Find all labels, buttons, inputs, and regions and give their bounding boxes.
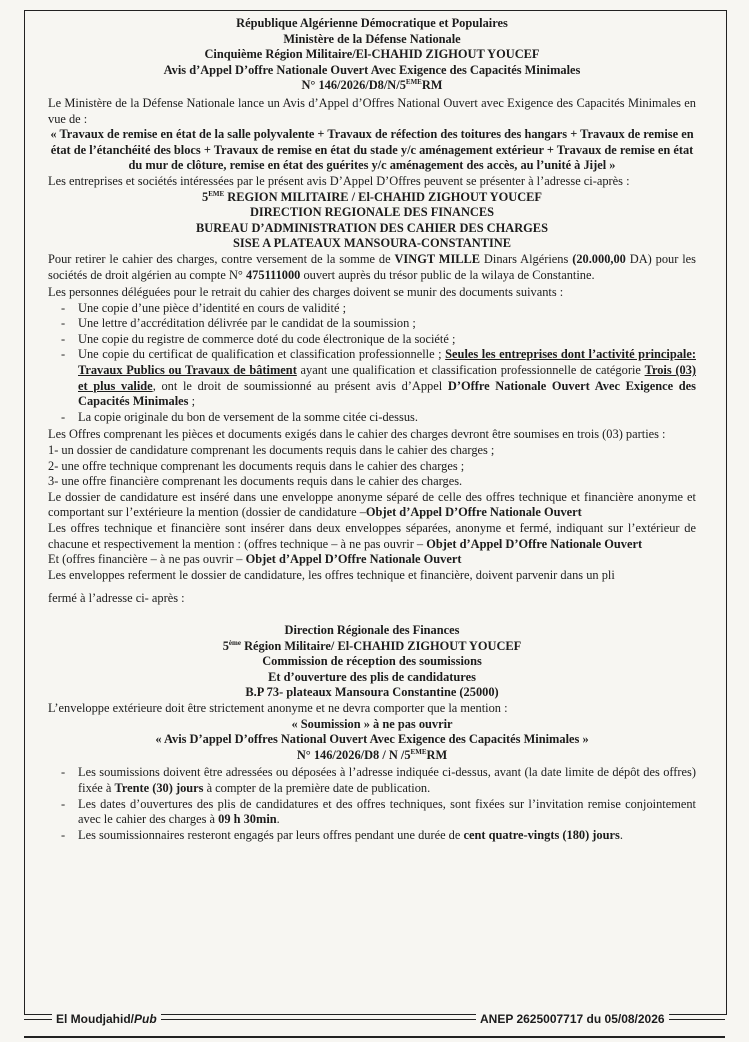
mention-soumission: « Soumission » à ne pas ouvrir: [291, 716, 453, 731]
list-item: - Une copie du registre de commerce doté du code électronique de la société ;: [48, 332, 696, 348]
footer-publication: El Moudjahid/Pub: [52, 1012, 161, 1026]
address-region: 5EME REGION MILITAIRE / El-CHAHID ZIGHOUT YOUCEF: [202, 189, 542, 204]
offres-paragraph: Les offres technique et financière sont insérer dans deux enveloppes séparées, anonyme et fermé, indiquant sur l’extérieur de chacune et respectivement la mention : (offres technique – à ne pas ouvrir – Objet d’Appel D’Offre Nationale Ouvert: [48, 521, 696, 551]
payment-paragraph: Pour retirer le cahier des charges, contre versement de la somme de VINGT MILLE Dinars Algériens (20.000,00 DA) pour les sociétés de droit algérien au compte N° 475111000 ouvert auprès du trésor public de la wilaya de Constantine.: [48, 251, 696, 282]
offer-part-1: 1- un dossier de candidature comprenant les documents requis dans le cahier des charges ;: [48, 443, 495, 458]
reception-opening: Et d’ouverture des plis de candidatures: [268, 669, 476, 684]
reception-region: 5ème Région Militaire/ El-CHAHID ZIGHOUT YOUCEF: [222, 638, 522, 653]
list-item: - Une copie du certificat de qualification et classification professionnelle ; Seules les entreprises dont l’activité principale: Travaux Publics ou Travaux de bâtiment ayant une qualification et classification professionnelle de catégorie Trois (03) et plus valide, ont le droit de soumissionné au présent avis d’Appel D’Offre Nationale Ouvert Avec Exigence des Capacités Minimales ;: [48, 347, 696, 409]
notice-content: [48, 16, 696, 843]
intro-text: Le Ministère de la Défense Nationale lance un Avis d’Appel d’Offres National Ouvert avec Exigence des Capacités Minimales en vue de :: [48, 95, 696, 126]
companies-intro: Les entreprises et sociétés intéressées par le présent avis D’Appel D’Offres peuvent se présenter à l’adresse ci-après :: [48, 173, 630, 188]
list-item: - Une copie d’une pièce d’identité en cours de validité ;: [48, 301, 696, 317]
address-bureau: BUREAU D’ADMINISTRATION DES CAHIER DES CHARGES: [196, 220, 548, 235]
offers-intro: Les Offres comprenant les pièces et documents exigés dans le cahier des charges devront être soumises en trois (03) parties :: [48, 427, 666, 442]
closed-address-label: fermé à l’adresse ci- après :: [48, 591, 185, 606]
outer-envelope-text: L’enveloppe extérieure doit être strictement anonyme et ne devra comporter que la mention :: [48, 700, 508, 715]
list-item: - Les soumissionnaires resteront engagés par leurs offres pendant une durée de cent quatre-vingts (180) jours.: [48, 828, 696, 844]
list-item: - Les dates d’ouvertures des plis de candidatures et des offres techniques, sont fixées sur l’invitation remise conjointement avec le cahier des charges à 09 h 30min.: [48, 797, 696, 828]
header-republic: République Algérienne Démocratique et Populaires: [236, 16, 508, 30]
dossier-paragraph: Le dossier de candidature est inséré dans une enveloppe anonyme séparé de celle des offres technique et financière anonyme et comportant sur l’extérieure la mention (dossier de candidature –Objet d’Appel D’Offre Nationale Ouvert: [48, 489, 696, 520]
delegates-intro: Les personnes déléguées pour le retrait du cahier des charges doivent se munir des documents suivants :: [48, 285, 564, 300]
footer-anep-reference: ANEP 2625007717 du 05/08/2026: [476, 1012, 669, 1026]
bottom-rule: [24, 1036, 725, 1038]
list-item: - Une lettre d’accréditation délivrée par le candidat de la soumission ;: [48, 316, 696, 332]
documents-list: [48, 301, 696, 426]
envelopes-paragraph: Les enveloppes referment le dossier de candidature, les offres technique et financière, doivent parvenir dans un pli: [48, 567, 615, 582]
reception-bp: B.P 73- plateaux Mansoura Constantine (25000): [245, 685, 499, 700]
offer-part-3: 3- une offre financière comprenant les documents requis dans le cahier des charges.: [48, 474, 463, 489]
reception-commission: Commission de réception des soumissions: [262, 654, 482, 669]
reception-direction: Direction Régionale des Finances: [284, 622, 460, 637]
header-reference: N° 146/2026/D8/N/5EMERM: [301, 78, 443, 93]
header-region: Cinquième Région Militaire/El-CHAHID ZIGHOUT YOUCEF: [204, 47, 540, 62]
footer: [0, 1010, 749, 1030]
project-object: « Travaux de remise en état de la salle polyvalente + Travaux de réfection des toitures des hangars + Travaux de remise en état de l’étanchéité des blocs + Travaux de remise en état du stade y/c aménagement extérieur + Travaux de remise en état du mur de clôture, remise en état des guérites y/c aménagement des accès, au l’unité à Jijel »: [50, 127, 694, 173]
list-item: - Les soumissions doivent être adressées ou déposées à l’adresse indiquée ci-dessus, avant (la date limite de dépôt des offres) fixée à Trente (30) jours à compter de la première date de publication.: [48, 765, 696, 796]
list-item: - La copie originale du bon de versement de la somme citée ci-dessus.: [48, 410, 696, 426]
address-direction: DIRECTION REGIONALE DES FINANCES: [249, 205, 495, 220]
header-notice-title: Avis d’Appel D’offre Nationale Ouvert Avec Exigence des Capacités Minimales: [163, 62, 581, 77]
mention-avis: « Avis D’appel D’offres National Ouvert Avec Exigence des Capacités Minimales »: [155, 732, 589, 747]
header-ministry: Ministère de la Défense Nationale: [283, 31, 461, 46]
final-list: [48, 765, 696, 843]
offres-financiere: Et (offres financière – à ne pas ouvrir – Objet d’Appel D’Offre Nationale Ouvert: [48, 552, 462, 567]
address-location: SISE A PLATEAUX MANSOURA-CONSTANTINE: [232, 236, 512, 251]
mention-reference: N° 146/2026/D8 / N /5EMERM: [296, 747, 448, 762]
offer-part-2: 2- une offre technique comprenant les documents requis dans le cahier des charges ;: [48, 458, 465, 473]
